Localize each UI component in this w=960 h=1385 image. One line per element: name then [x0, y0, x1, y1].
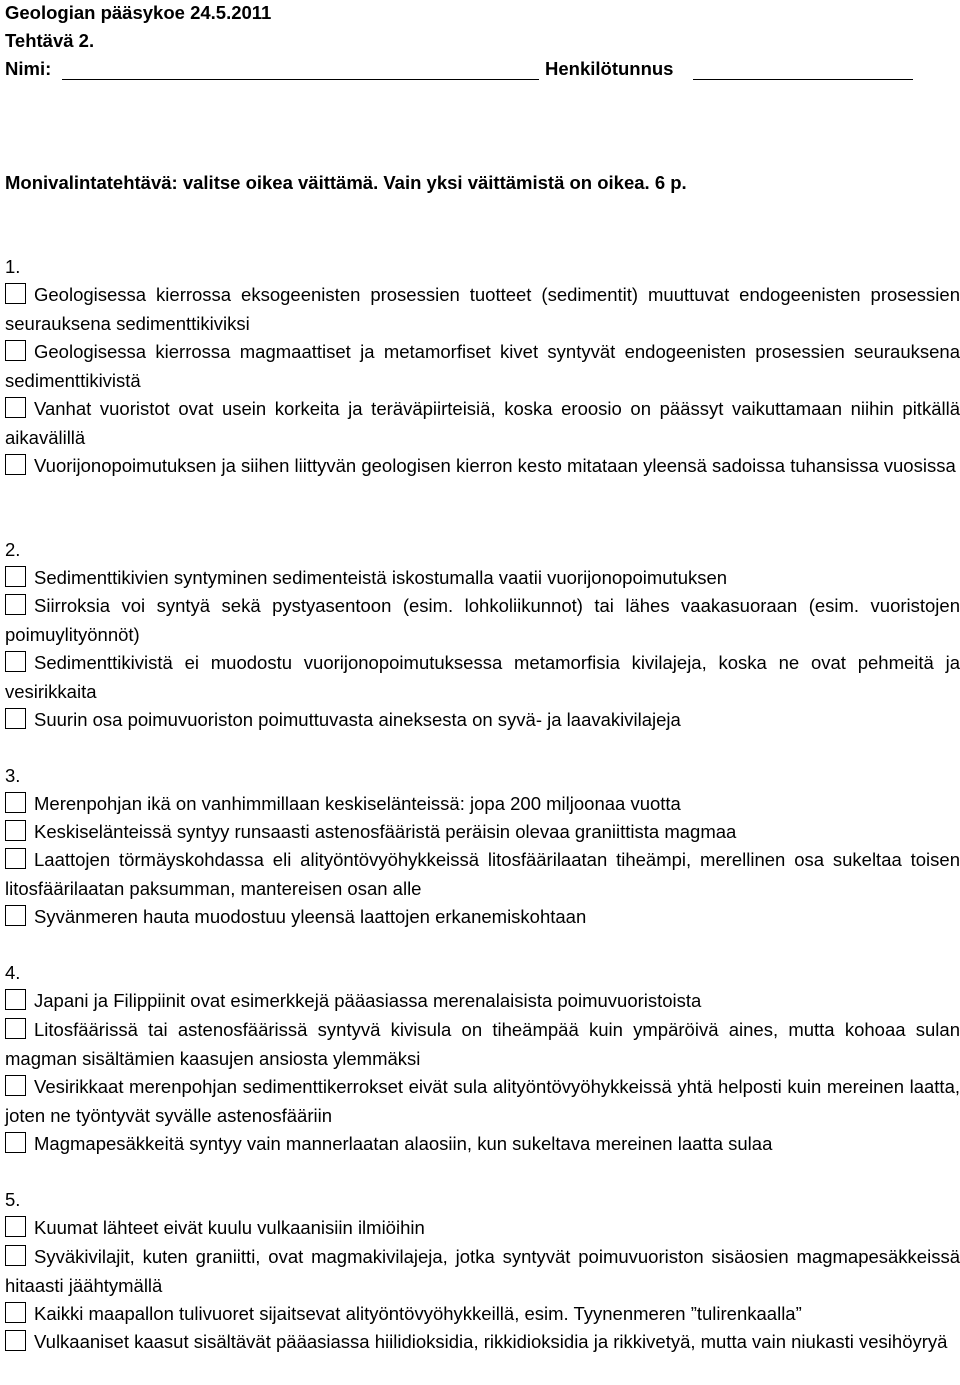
answer-option: [5, 790, 960, 819]
checkbox[interactable]: [5, 340, 26, 361]
answer-option: [5, 1016, 960, 1073]
checkbox[interactable]: [5, 397, 26, 418]
answer-option: [5, 987, 960, 1016]
option-text: Syvänmeren hauta muodostuu yleensä laattojen erkanemiskohtaan: [34, 906, 587, 927]
option-text: Syväkivilajit, kuten graniitti, ovat magmakivilajeja, jotka syntyvät poimuvuoriston sisäosien magmapesäkkeissä hitaasti jäähtymällä: [5, 1246, 960, 1296]
checkbox[interactable]: [5, 1330, 26, 1351]
question-number: 5.: [5, 1189, 21, 1210]
checkbox[interactable]: [5, 283, 26, 304]
option-text: Vesirikkaat merenpohjan sedimenttikerrokset eivät sula alityöntövyöhykkeissä yhtä helposti kuin mereinen laatta, joten ne työntyvät syvälle astenosfääriin: [5, 1076, 960, 1126]
option-text: Kaikki maapallon tulivuoret sijaitsevat alityöntövyöhykkeillä, esim. Tyynenmeren ”tulirenkaalla”: [34, 1303, 802, 1324]
question-number: 2.: [5, 539, 21, 560]
task-label: Tehtävä 2.: [5, 30, 95, 51]
option-text: Keskiselänteissä syntyy runsaasti astenosfääristä peräisin olevaa graniittista magmaa: [34, 821, 737, 842]
answer-option: [5, 452, 960, 481]
exam-title: Geologian pääsykoe 24.5.2011: [5, 2, 272, 23]
checkbox[interactable]: [5, 594, 26, 615]
checkbox[interactable]: [5, 1302, 26, 1323]
option-text: Merenpohjan ikä on vanhimmillaan keskiselänteissä: jopa 200 miljoonaa vuotta: [34, 793, 681, 814]
question-number: 4.: [5, 962, 21, 983]
answer-option: [5, 395, 960, 452]
checkbox[interactable]: [5, 820, 26, 841]
option-text: Vulkaaniset kaasut sisältävät pääasiassa hiilidioksidia, rikkidioksidia ja rikkivetyä, mutta vain niukasti vesihöyryä: [34, 1331, 948, 1352]
question-number: 1.: [5, 256, 21, 277]
checkbox[interactable]: [5, 454, 26, 475]
answer-option: [5, 592, 960, 649]
option-text: Geologisessa kierrossa eksogeenisten prosessien tuotteet (sedimentit) muuttuvat endogeenisten prosessien seurauksena sedimenttikiviksi: [5, 284, 960, 334]
option-text: Siirroksia voi syntyä sekä pystyasentoon (esim. lohkoliikunnot) tai lähes vaakasuoraan (esim. vuoristojen poimuylityönnöt): [5, 595, 960, 645]
option-text: Laattojen törmäyskohdassa eli alityöntövyöhykkeissä litosfäärilaatan tiheämpi, merellinen osa sukeltaa toisen litosfäärilaatan paksumman, mantereisen osan alle: [5, 849, 960, 899]
answer-option: [5, 564, 960, 593]
option-text: Magmapesäkkeitä syntyy vain mannerlaatan alaosiin, kun sukeltava mereinen laatta sulaa: [34, 1133, 773, 1154]
answer-option: [5, 846, 960, 903]
checkbox[interactable]: [5, 708, 26, 729]
checkbox[interactable]: [5, 792, 26, 813]
answer-option: [5, 1214, 960, 1243]
option-text: Kuumat lähteet eivät kuulu vulkaanisiin ilmiöihin: [34, 1217, 425, 1238]
option-text: Vuorijonopoimutuksen ja siihen liittyvän geologisen kierron kesto mitataan yleensä sadoissa tuhansissa vuosissa: [34, 455, 956, 476]
checkbox[interactable]: [5, 848, 26, 869]
answer-option: [5, 1073, 960, 1130]
answer-option: [5, 1130, 960, 1159]
checkbox[interactable]: [5, 905, 26, 926]
checkbox[interactable]: [5, 566, 26, 587]
option-text: Japani ja Filippiinit ovat esimerkkejä pääasiassa merenalaisista poimuvuoristoista: [34, 990, 702, 1011]
checkbox[interactable]: [5, 1075, 26, 1096]
answer-option: [5, 281, 960, 338]
answer-option: [5, 903, 960, 932]
checkbox[interactable]: [5, 1018, 26, 1039]
answer-option: [5, 1243, 960, 1300]
answer-option: [5, 649, 960, 706]
option-text: Litosfäärissä tai astenosfäärissä syntyvä kivisula on tiheämpää kuin ympäröivä aines, mutta kohoaa sulan magman sisältämien kaasujen ansiosta ylemmäksi: [5, 1019, 960, 1069]
answer-option: [5, 706, 960, 735]
name-field[interactable]: [62, 79, 539, 80]
option-text: Sedimenttikivistä ei muodostu vuorijonopoimutuksessa metamorfisia kivilajeja, koska ne ovat pehmeitä ja vesirikkaita: [5, 652, 960, 702]
answer-option: [5, 1328, 960, 1357]
answer-option: [5, 818, 960, 847]
option-text: Geologisessa kierrossa magmaattiset ja metamorfiset kivet syntyvät endogeenisten prosessien seurauksena sedimenttikivistä: [5, 341, 960, 391]
question-number: 3.: [5, 765, 21, 786]
answer-option: [5, 338, 960, 395]
id-label: Henkilötunnus: [545, 58, 674, 79]
option-text: Suurin osa poimuvuoriston poimuttuvasta aineksesta on syvä- ja laavakivilajeja: [34, 709, 681, 730]
checkbox[interactable]: [5, 1245, 26, 1266]
checkbox[interactable]: [5, 1132, 26, 1153]
checkbox[interactable]: [5, 651, 26, 672]
name-label: Nimi:: [5, 58, 52, 79]
id-field[interactable]: [693, 79, 913, 80]
answer-option: [5, 1300, 960, 1329]
instructions: Monivalintatehtävä: valitse oikea väittämä. Vain yksi väittämistä on oikea. 6 p.: [5, 172, 687, 193]
option-text: Sedimenttikivien syntyminen sedimenteistä iskostumalla vaatii vuorijonopoimutuksen: [34, 567, 728, 588]
option-text: Vanhat vuoristot ovat usein korkeita ja teräväpiirteisiä, koska eroosio on päässyt vaikuttamaan niihin pitkällä aikavälillä: [5, 398, 960, 448]
checkbox[interactable]: [5, 989, 26, 1010]
checkbox[interactable]: [5, 1216, 26, 1237]
